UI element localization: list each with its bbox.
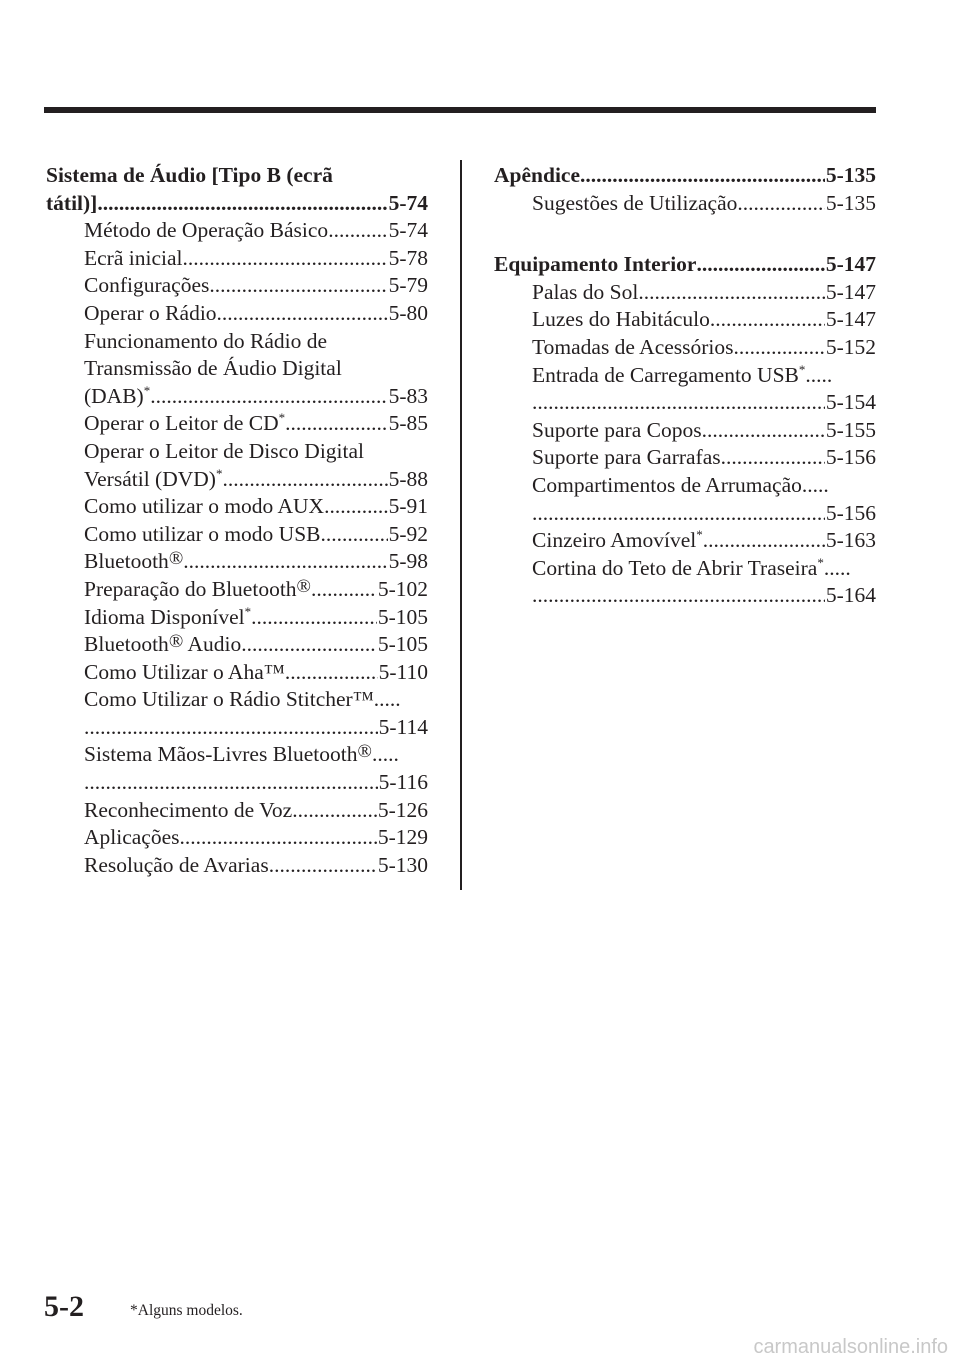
toc-entry-continuation[interactable] bbox=[46, 769, 428, 797]
page-ref: 5-135 bbox=[825, 163, 876, 187]
page-ref: 5-85 bbox=[388, 411, 428, 436]
page-ref: 5-163 bbox=[825, 528, 876, 553]
toc-entry[interactable]: Operar o Leitor de CD* ..... 5-85 bbox=[46, 410, 428, 438]
toc-entry-line[interactable]: Funcionamento do Rádio de bbox=[84, 328, 328, 353]
toc-entry[interactable]: Preparação do Bluetooth® ..... 5-102 bbox=[46, 576, 428, 604]
toc-entry[interactable]: Suporte para Copos ..... 5-155 bbox=[494, 417, 876, 445]
toc-entry[interactable]: Configurações ..... 5-79 bbox=[46, 272, 428, 300]
toc-entry[interactable]: Operar o Rádio ..... 5-80 bbox=[46, 300, 428, 328]
asterisk-mark: * bbox=[215, 465, 223, 481]
toc-entry[interactable]: Sugestões de Utilização ..... 5-135 bbox=[494, 190, 876, 218]
column-divider bbox=[460, 160, 462, 890]
toc-entry[interactable]: Cinzeiro Amovível* ..... 5-163 bbox=[494, 527, 876, 555]
top-rule bbox=[44, 107, 876, 113]
page-ref: 5-156 bbox=[825, 500, 876, 525]
registered-mark: ® bbox=[168, 631, 184, 653]
page-ref: 5-126 bbox=[377, 797, 428, 822]
toc-entry-line[interactable]: Operar o Leitor de Disco Digital bbox=[84, 438, 365, 463]
toc-entry[interactable]: (DAB)* ..... 5-83 bbox=[46, 383, 428, 411]
page-ref: 5-92 bbox=[388, 521, 428, 546]
section-spacer bbox=[494, 217, 876, 251]
watermark: carmanualsonline.info bbox=[753, 1336, 948, 1358]
toc-entry[interactable]: Como Utilizar o Aha™ ..... 5-110 bbox=[46, 659, 428, 687]
toc-entry-continuation[interactable] bbox=[494, 389, 876, 417]
toc-entry[interactable]: Compartimentos de Arrumação ..... bbox=[494, 472, 876, 500]
toc-right-column bbox=[494, 162, 876, 610]
footnote: *Alguns modelos. bbox=[130, 1302, 243, 1319]
section-heading-entry[interactable]: Apêndice ..... 5-135 bbox=[494, 162, 876, 190]
section-heading-entry[interactable]: Equipamento Interior ..... 5-147 bbox=[494, 251, 876, 279]
page-ref: 5-102 bbox=[377, 576, 428, 601]
toc-entry[interactable]: Idioma Disponível* ..... 5-105 bbox=[46, 604, 428, 632]
toc-entry[interactable]: Como Utilizar o Rádio Stitcher™ ..... bbox=[46, 686, 428, 714]
toc-entry[interactable]: Palas do Sol ..... 5-147 bbox=[494, 279, 876, 307]
toc-entry[interactable]: Ecrã inicial ..... 5-78 bbox=[46, 245, 428, 273]
page-ref: 5-114 bbox=[378, 714, 428, 739]
page-ref: 5-152 bbox=[825, 334, 876, 359]
page-ref: 5-105 bbox=[377, 604, 428, 629]
toc-entry[interactable]: Como utilizar o modo USB ..... 5-92 bbox=[46, 521, 428, 549]
page-ref: 5-156 bbox=[825, 445, 876, 470]
toc-entry-continuation[interactable] bbox=[494, 500, 876, 528]
toc-entry[interactable]: Resolução de Avarias ..... 5-130 bbox=[46, 852, 428, 880]
page-ref: 5-105 bbox=[377, 632, 428, 657]
toc-entry[interactable]: Entrada de Carregamento USB* ..... bbox=[494, 362, 876, 390]
page-ref: 5-83 bbox=[388, 383, 428, 408]
toc-entry[interactable]: Luzes do Habitáculo ..... 5-147 bbox=[494, 306, 876, 334]
toc-entry[interactable]: Método de Operação Básico ..... 5-74 bbox=[46, 217, 428, 245]
section-heading-entry[interactable]: tátil)] ..... 5-74 bbox=[46, 190, 428, 218]
page-ref: 5-116 bbox=[378, 770, 428, 795]
page-ref: 5-129 bbox=[377, 825, 428, 850]
page-ref: 5-164 bbox=[825, 583, 876, 608]
page-ref: 5-110 bbox=[378, 659, 428, 684]
page-ref: 5-147 bbox=[825, 307, 876, 332]
asterisk-mark: * bbox=[798, 361, 806, 377]
page-ref: 5-80 bbox=[388, 300, 428, 325]
asterisk-mark: * bbox=[817, 554, 824, 570]
page-ref: 5-147 bbox=[825, 252, 876, 277]
toc-entry-line[interactable]: Transmissão de Áudio Digital bbox=[84, 356, 342, 381]
section-heading-title: Sistema de Áudio [Tipo B (ecrã bbox=[46, 163, 333, 187]
toc-entry[interactable]: Bluetooth® Audio ..... 5-105 bbox=[46, 631, 428, 659]
toc-entry[interactable]: Reconhecimento de Voz ..... 5-126 bbox=[46, 797, 428, 825]
toc-entry-continuation[interactable] bbox=[494, 582, 876, 610]
page-ref: 5-91 bbox=[388, 494, 428, 519]
registered-mark: ® bbox=[357, 741, 372, 763]
asterisk-mark: * bbox=[143, 382, 151, 398]
asterisk-mark: * bbox=[244, 603, 252, 619]
page-ref: 5-78 bbox=[388, 245, 428, 270]
page-number: 5-2 bbox=[44, 1290, 84, 1323]
page-ref: 5-130 bbox=[377, 852, 428, 877]
toc-entry[interactable]: Cortina do Teto de Abrir Traseira* ..... bbox=[494, 555, 876, 583]
page-ref: 5-74 bbox=[388, 218, 428, 243]
toc-entry[interactable]: Bluetooth® ..... 5-98 bbox=[46, 548, 428, 576]
page-ref: 5-74 bbox=[388, 190, 428, 215]
page-ref: 5-135 bbox=[825, 190, 876, 215]
toc-entry-continuation[interactable] bbox=[46, 714, 428, 742]
page-ref: 5-79 bbox=[388, 273, 428, 298]
asterisk-mark: * bbox=[696, 527, 703, 543]
toc-left-column bbox=[46, 162, 428, 879]
toc-entry[interactable]: Suporte para Garrafas ..... 5-156 bbox=[494, 444, 876, 472]
page-ref: 5-155 bbox=[825, 417, 876, 442]
page-ref: 5-98 bbox=[388, 549, 428, 574]
page-ref: 5-147 bbox=[825, 279, 876, 304]
toc-entry[interactable]: Versátil (DVD)* ..... 5-88 bbox=[46, 466, 428, 494]
registered-mark: ® bbox=[168, 548, 184, 570]
asterisk-mark: * bbox=[278, 410, 286, 426]
page-ref: 5-154 bbox=[825, 390, 876, 415]
toc-entry[interactable]: Como utilizar o modo AUX ..... 5-91 bbox=[46, 493, 428, 521]
registered-mark: ® bbox=[296, 575, 311, 597]
toc-entry[interactable]: Tomadas de Acessórios ..... 5-152 bbox=[494, 334, 876, 362]
page-ref: 5-88 bbox=[388, 466, 428, 491]
toc-entry[interactable]: Aplicações ..... 5-129 bbox=[46, 824, 428, 852]
toc-entry[interactable]: Sistema Mãos-Livres Bluetooth® ..... bbox=[46, 741, 428, 769]
